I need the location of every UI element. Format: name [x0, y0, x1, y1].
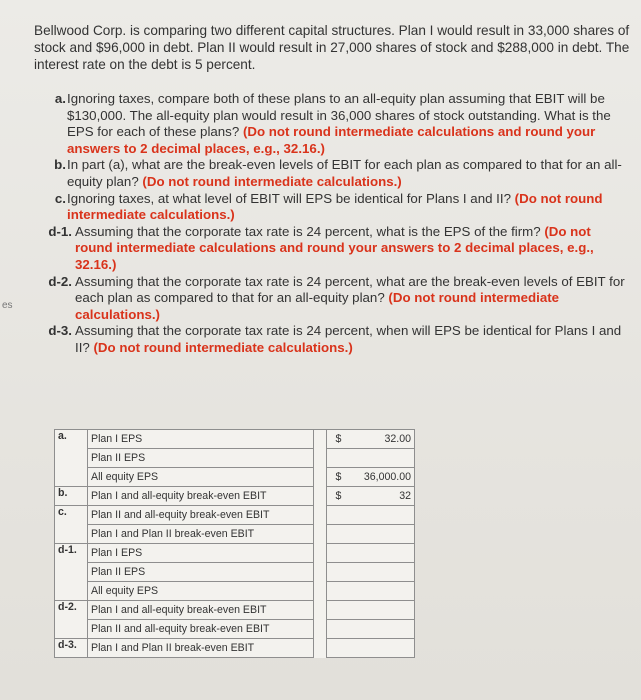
row-label: Plan II EPS: [88, 563, 314, 582]
row-label: Plan I and Plan II break-even EBIT: [88, 525, 314, 544]
row-label: Plan II and all-equity break-even EBIT: [88, 620, 314, 639]
question-label: a.: [54, 91, 66, 106]
question-note: (Do not round intermediate calculations.): [75, 290, 560, 322]
row-label: Plan I and all-equity break-even EBIT: [88, 487, 314, 506]
table-row: [55, 620, 415, 639]
answer-input[interactable]: [350, 525, 415, 544]
section-label: c.: [55, 506, 88, 525]
row-label: All equity EPS: [88, 582, 314, 601]
question-note: (Do not round intermediate calculations and round your answers to 2 decimal places, e.g., 32.16.): [75, 223, 594, 272]
section-label: [55, 468, 88, 487]
question-note: (Do not round intermediate calculations and round your answers to 2 decimal places, e.g., 32.16.): [67, 124, 596, 156]
table-row: [55, 449, 415, 468]
question-a: [34, 91, 630, 157]
row-label: Plan I and Plan II break-even EBIT: [88, 639, 314, 658]
answer-input[interactable]: [350, 639, 415, 658]
question-label: d-1.: [48, 223, 72, 239]
currency-symbol: $: [327, 430, 351, 449]
row-label: Plan II EPS: [88, 449, 314, 468]
answer-input[interactable]: [350, 506, 415, 525]
section-label: [55, 563, 88, 582]
table-row: [55, 468, 415, 487]
question-text: Ignoring taxes, at what level of EBIT will EPS be identical for Plans I and II?: [67, 190, 511, 206]
currency-symbol: [327, 544, 351, 563]
question-note: (Do not round intermediate calculations.): [67, 190, 603, 223]
answer-input[interactable]: [350, 620, 415, 639]
currency-symbol: $: [327, 468, 351, 487]
question-note: (Do not round intermediate calculations.): [142, 173, 402, 189]
table-row: [55, 563, 415, 582]
question-text: Assuming that the corporate tax rate is 24 percent, what are the break-even levels of EBIT for each plan as compared to that for an all-equity plan?: [75, 273, 625, 306]
section-label: [55, 582, 88, 601]
section-label: [55, 525, 88, 544]
currency-symbol: $: [327, 487, 351, 506]
question-label: c.: [54, 190, 66, 206]
table-row: [55, 582, 415, 601]
currency-symbol: [327, 506, 351, 525]
question-label: d-2.: [48, 273, 72, 289]
question-text: In part (a), what are the break-even levels of EBIT for each plan as compared to that for an all-equity plan?: [67, 157, 622, 189]
table-row: [55, 544, 415, 563]
table-row: [55, 639, 415, 658]
currency-symbol: [327, 601, 351, 620]
answer-input[interactable]: 32.00: [350, 430, 415, 449]
question-d2: [34, 274, 630, 324]
answer-input[interactable]: [350, 582, 415, 601]
row-label: Plan I EPS: [88, 430, 314, 449]
problem-intro: Bellwood Corp. is comparing two different capital structures. Plan I would result in 33,000 shares of stock and $96,000 in debt. Plan II would result in 27,000 shares of stock and $288,000 in debt. The interest rate on the debt is 5 percent.: [34, 23, 630, 72]
currency-symbol: [327, 563, 351, 582]
row-label: Plan II and all-equity break-even EBIT: [88, 506, 314, 525]
question-list: [34, 91, 630, 357]
question-text: Assuming that the corporate tax rate is 24 percent, when will EPS be identical for Plans I and II?: [75, 323, 622, 355]
question-b: [34, 157, 630, 190]
section-label: [55, 620, 88, 639]
answer-input[interactable]: 36,000.00: [350, 468, 415, 487]
question-text: Assuming that the corporate tax rate is 24 percent, what is the EPS of the firm?: [75, 223, 541, 239]
answer-table: [54, 429, 415, 658]
answer-input[interactable]: [350, 449, 415, 468]
question-c: [34, 191, 630, 224]
row-label: Plan I EPS: [88, 544, 314, 563]
question-label: d-3.: [48, 323, 72, 339]
currency-symbol: [327, 525, 351, 544]
section-label: d-3.: [55, 639, 88, 658]
row-label: Plan I and all-equity break-even EBIT: [88, 601, 314, 620]
table-row: [55, 525, 415, 544]
currency-symbol: [327, 449, 351, 468]
section-label: [55, 449, 88, 468]
answer-input[interactable]: [350, 601, 415, 620]
table-row: [55, 430, 415, 449]
question-note: (Do not round intermediate calculations.): [93, 339, 353, 355]
question-text: Ignoring taxes, compare both of these plans to an all-equity plan assuming that EBIT will be $130,000. The all-equity plan would result in 36,000 shares of stock outstanding. What is the EPS for each of these plans?: [67, 91, 611, 140]
currency-symbol: [327, 639, 351, 658]
section-label: a.: [55, 430, 88, 449]
side-mark: es: [2, 300, 13, 311]
table-row: [55, 601, 415, 620]
answer-input[interactable]: [350, 544, 415, 563]
section-label: d-1.: [55, 544, 88, 563]
question-label: b.: [54, 157, 66, 173]
answer-input[interactable]: [350, 563, 415, 582]
question-d1: [34, 224, 630, 274]
row-label: All equity EPS: [88, 468, 314, 487]
section-label: b.: [55, 487, 88, 506]
table-row: [55, 487, 415, 506]
question-d3: [34, 323, 630, 356]
answer-input[interactable]: 32: [350, 487, 415, 506]
currency-symbol: [327, 620, 351, 639]
currency-symbol: [327, 582, 351, 601]
section-label: d-2.: [55, 601, 88, 620]
table-row: [55, 506, 415, 525]
